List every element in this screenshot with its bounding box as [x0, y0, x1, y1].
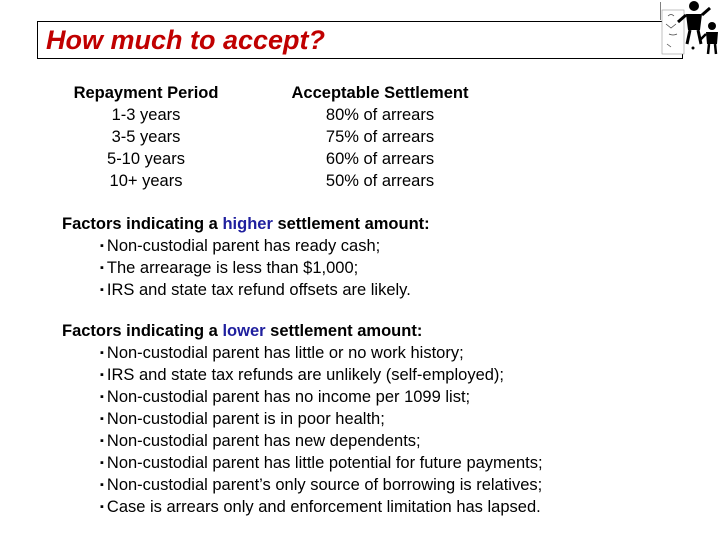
higher-factors-heading: [62, 213, 430, 235]
higher-keyword: higher: [222, 215, 273, 233]
page-title: How much to accept?: [46, 25, 326, 55]
period-cell: 10+ years: [109, 172, 183, 190]
list-item: ▪ The arrearage is less than $1,000;: [100, 257, 430, 279]
lower-factors-heading: [62, 320, 543, 342]
list-item: ▪ IRS and state tax refund offsets are likely.: [100, 279, 430, 301]
heading-prefix: Factors indicating a: [62, 215, 223, 233]
settlement-cell: 60% of arrears: [325, 150, 435, 168]
settlement-cell: 50% of arrears: [325, 172, 435, 190]
acceptable-settlement-header: Acceptable Settlement: [291, 84, 469, 102]
higher-factors-list: [62, 235, 430, 301]
acceptable-settlement-column: [272, 82, 488, 192]
family-figures-icon: [660, 0, 720, 58]
list-item: ▪ Non-custodial parent has ready cash;: [100, 235, 430, 257]
title-box: [37, 21, 683, 59]
period-cell: 3-5 years: [111, 128, 181, 146]
period-cell: 5-10 years: [107, 150, 185, 168]
lower-factors-section: [62, 320, 543, 518]
lower-keyword: lower: [222, 322, 266, 340]
list-item: ▪ Non-custodial parent is in poor health;: [100, 408, 543, 430]
heading-suffix: settlement amount:: [265, 322, 423, 340]
repayment-period-column: [58, 82, 234, 192]
period-cell: 1-3 years: [111, 106, 181, 124]
repayment-period-header: Repayment Period: [73, 84, 219, 102]
list-item: ▪ Non-custodial parent has little potential for future payments;: [100, 452, 543, 474]
list-item: ▪ Non-custodial parent has new dependents;: [100, 430, 543, 452]
list-item: ▪ Non-custodial parent has no income per 1099 list;: [100, 386, 543, 408]
list-item: ▪ Non-custodial parent’s only source of borrowing is relatives;: [100, 474, 543, 496]
lower-factors-list: [62, 342, 543, 518]
heading-prefix: Factors indicating a: [62, 322, 223, 340]
list-item: ▪ IRS and state tax refunds are unlikely (self-employed);: [100, 364, 543, 386]
settlement-cell: 75% of arrears: [325, 128, 435, 146]
list-item: ▪ Non-custodial parent has little or no work history;: [100, 342, 543, 364]
list-item: ▪ Case is arrears only and enforcement limitation has lapsed.: [100, 496, 543, 518]
settlement-cell: 80% of arrears: [325, 106, 435, 124]
higher-factors-section: [62, 213, 430, 301]
heading-suffix: settlement amount:: [272, 215, 430, 233]
